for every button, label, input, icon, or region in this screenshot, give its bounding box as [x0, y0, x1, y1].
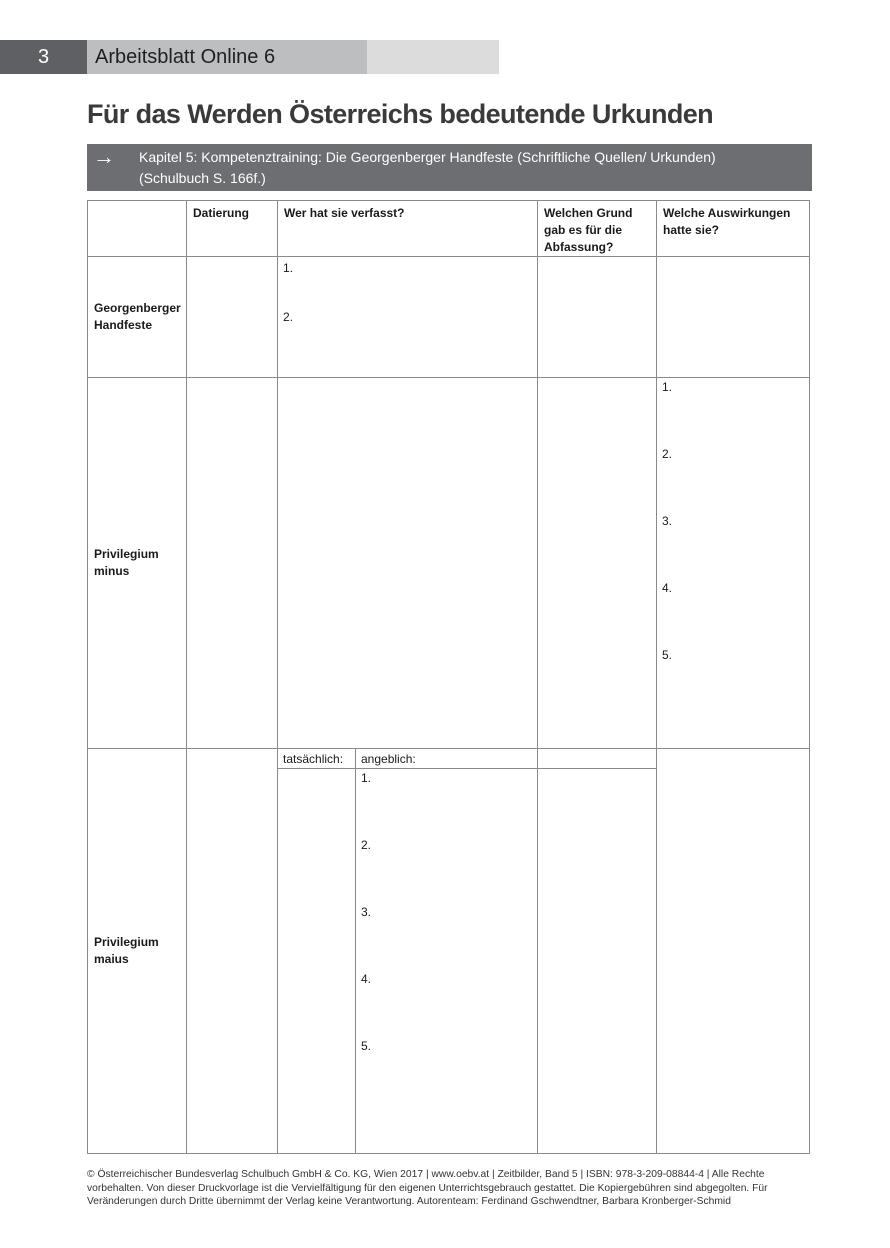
header-bar-extension — [367, 40, 499, 74]
list-number: 1. — [662, 380, 673, 394]
row-privilegium-maius-top — [88, 749, 810, 769]
row-privilegium-minus — [88, 378, 810, 749]
answer-cell-reason[interactable] — [538, 769, 657, 1154]
list-number: 1. — [283, 261, 294, 275]
row-label-georgenberger: Georgenberger Handfeste — [88, 257, 187, 378]
answer-cell-effects[interactable] — [657, 749, 810, 1154]
answer-cell-author[interactable] — [278, 257, 538, 378]
list-number: 2. — [662, 447, 673, 461]
header-author: Wer hat sie verfasst? — [278, 201, 538, 257]
header-cell-empty — [88, 201, 187, 257]
answer-cell-reason-top[interactable] — [538, 749, 657, 769]
arrow-right-icon: → — [93, 144, 115, 169]
chapter-line-2: (Schulbuch S. 166f.) — [139, 170, 266, 186]
list-number: 3. — [361, 905, 372, 919]
sublabel-alleged: angeblich: — [356, 749, 538, 769]
list-number: 4. — [662, 581, 673, 595]
chapter-text — [139, 147, 799, 189]
chapter-line-1: Kapitel 5: Kompetenztraining: Die Georgenberger Handfeste (Schriftliche Quellen/ Urkunden) — [139, 149, 716, 165]
chapter-banner — [87, 144, 812, 191]
answer-cell-effects[interactable] — [657, 257, 810, 378]
list-number: 2. — [361, 838, 372, 852]
list-number: 1. — [361, 771, 372, 785]
list-number: 3. — [662, 514, 673, 528]
header-effects: Welche Auswirkungen hatte sie? — [657, 201, 810, 257]
answer-cell-dating[interactable] — [187, 257, 278, 378]
header-row — [88, 201, 810, 257]
answer-cell-actual-author[interactable] — [278, 769, 356, 1154]
answer-cell-alleged-author[interactable] — [356, 769, 538, 1154]
header-reason: Welchen Grund gab es für die Abfassung? — [538, 201, 657, 257]
answer-cell-dating[interactable] — [187, 749, 278, 1154]
row-label-privilegium-minus: Privilegium minus — [88, 378, 187, 749]
answer-cell-dating[interactable] — [187, 378, 278, 749]
page-title: Für das Werden Österreichs bedeutende Urkunden — [87, 99, 714, 129]
header-dating: Datierung — [187, 201, 278, 257]
page-number: 3 — [0, 40, 87, 74]
answer-cell-reason[interactable] — [538, 257, 657, 378]
answer-cell-author[interactable] — [278, 378, 538, 749]
list-number: 5. — [361, 1039, 372, 1053]
answer-cell-reason[interactable] — [538, 378, 657, 749]
list-number: 2. — [283, 310, 294, 324]
row-label-privilegium-maius: Privilegium maius — [88, 749, 187, 1154]
document-table — [87, 200, 810, 1154]
list-number: 5. — [662, 648, 673, 662]
worksheet-label: Arbeitsblatt Online 6 — [87, 40, 367, 74]
sublabel-actual: tatsächlich: — [278, 749, 356, 769]
row-georgenberger — [88, 257, 810, 378]
copyright-footer: © Österreichischer Bundesverlag Schulbuch GmbH & Co. KG, Wien 2017 | www.oebv.at | Zeitbilder, Band 5 | ISBN: 978-3-209-08844-4 | Alle Rechte vorbehalten. Von dieser Druckvorlage ist die Vervielfältigung für den eigenen Unterrichtsgebrauch gestattet. Die Kopiergebühren sind abgegolten. Für Veränderungen durch Dritte übernimmt der Verlag keine Verantwortung. Autorenteam: Ferdinand Gschwendtner, Barbara Kronberger-Schmid — [87, 1169, 768, 1207]
answer-cell-effects[interactable] — [657, 378, 810, 749]
list-number: 4. — [361, 972, 372, 986]
